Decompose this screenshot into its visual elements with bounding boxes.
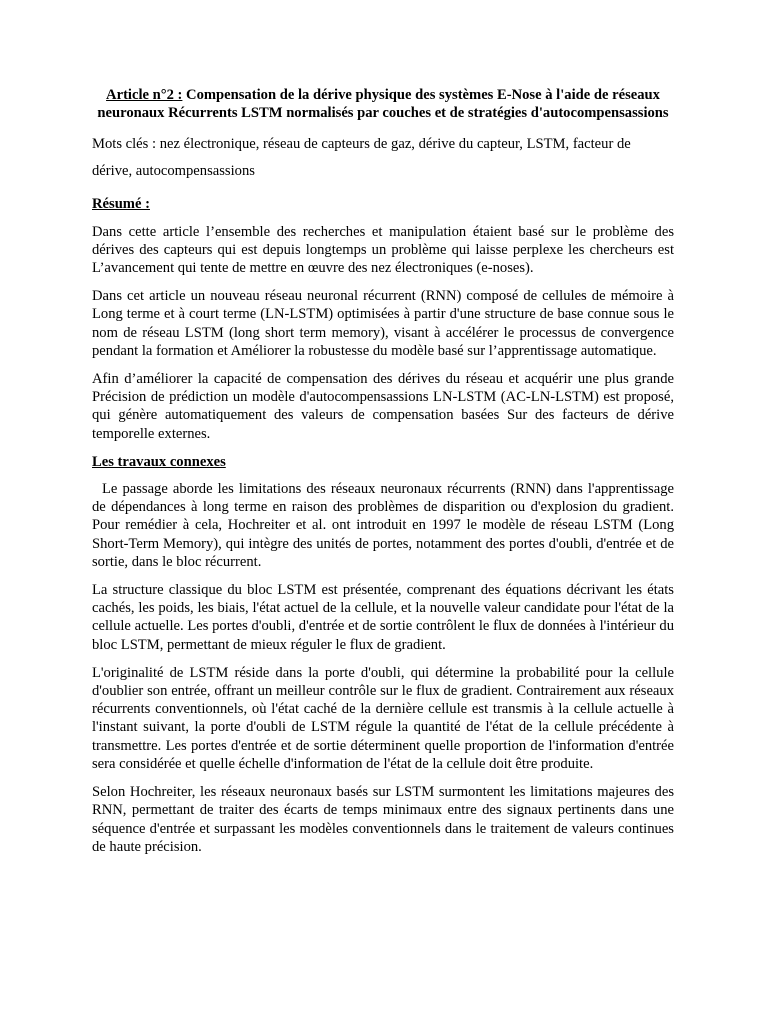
keywords-line: Mots clés : nez électronique, réseau de capteurs de gaz, dérive du capteur, LSTM, facteur de dérive, autocompensassions [92, 136, 631, 180]
article-title-text: Compensation de la dérive physique des systèmes E-Nose à l'aide de réseaux neuronaux Récurrents LSTM normalisés par couches et de stratégies d'autocompensassions [97, 87, 669, 122]
article-number: Article n°2 : [106, 87, 183, 103]
resume-heading: Résumé : [92, 196, 150, 213]
related-work-heading: Les travaux connexes [92, 453, 226, 470]
resume-paragraph: Dans cet article un nouveau réseau neuronal récurrent (RNN) composé de cellules de mémoire à Long terme et à court terme (LN-LSTM) optimisées à partir d'une structure de base connue sous le nom de réseau LSTM (long short term memory), visant à accélérer le processus de convergence pendant la formation et Améliorer la robustesse du modèle basé sur l’apprentissage automatique. [92, 288, 674, 359]
related-work-paragraph: Selon Hochreiter, les réseaux neuronaux basés sur LSTM surmontent les limitations majeures des RNN, permettant de traiter des écarts de temps minimaux entre des signaux pertinents dans une séquence d'entrée et surpassant les modèles conventionnels dans le traitement de valeurs continues de haute précision. [92, 784, 674, 855]
related-work-paragraph: Le passage aborde les limitations des réseaux neuronaux récurrents (RNN) dans l'apprentissage de dépendances à long terme en raison des problèmes de disparition ou d'explosion du gradient. Pour remédier à cela, Hochreiter et al. ont introduit en 1997 le modèle de réseau LSTM (Long Short-Term Memory), qui intègre des unités de portes, notamment des portes d'oubli, d'entrée et de sortie, dans le bloc récurrent. [92, 481, 674, 570]
article-title [92, 86, 674, 122]
related-work-paragraph: L'originalité de LSTM réside dans la porte d'oubli, qui détermine la probabilité pour la cellule d'oublier son entrée, offrant un meilleur contrôle sur le flux de gradient. Contrairement aux réseaux récurrents conventionnels, où l'état caché de la dernière cellule est transmis à la cellule actuelle à l'instant suivant, la porte d'oubli de LSTM régule la quantité de l'état de la cellule précédente à transmettre. Les portes d'entrée et de sortie déterminent quelle proportion de l'information d'entrée sera considérée et quelle échelle d'information de l'état de la cellule doit être produite. [92, 664, 674, 772]
document-page [92, 86, 674, 866]
related-work-paragraph: La structure classique du bloc LSTM est présentée, comprenant des équations décrivant les états cachés, les poids, les biais, l'état actuel de la cellule, et la nouvelle valeur candidate pour l'état de la cellule actuelle. Les portes d'oubli, d'entrée et de sortie contrôlent le flux de données à l'intérieur du bloc LSTM, permettant de mieux réguler le flux de gradient. [92, 582, 674, 653]
resume-paragraph: Dans cette article l’ensemble des recherches et manipulation étaient basé sur le problème des dérives des capteurs qui est depuis longtemps un problème qui laisse perplexe les chercheurs est L’avancement qui tente de mettre en œuvre des nez électroniques (e-noses). [92, 223, 674, 277]
resume-paragraph: Afin d’améliorer la capacité de compensation des dérives du réseau et acquérir une plus grande Précision de prédiction un modèle d'autocompensassions LN-LSTM (AC-LN-LSTM) est proposé, qui génère automatiquement des valeurs de compensation basées Sur des facteurs de dérive temporelle externes. [92, 371, 674, 442]
